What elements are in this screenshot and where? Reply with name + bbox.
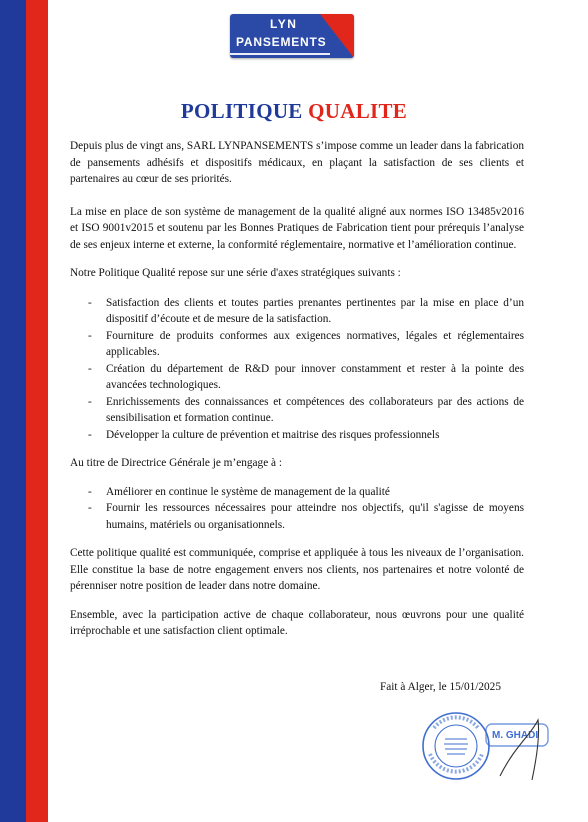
title-part2: QUALITE	[308, 99, 408, 123]
company-stamp	[420, 706, 556, 796]
intro-paragraph: Depuis plus de vingt ans, SARL LYNPANSEMENTS s’impose comme un leader dans la fabrication de pansements adhésifs et dispositifs médicaux, en plaçant la satisfaction de ses clients et partenaires au cœur de ses priorités.	[70, 140, 524, 185]
list-item: - Satisfaction des clients et toutes parties prenantes pertinentes par la mise en place d’un dispositif d’écoute et de mesure de la satisfaction.	[70, 295, 524, 328]
document-body	[70, 138, 524, 640]
handwritten-signature-icon	[500, 720, 539, 780]
signature-date: Fait à Alger, le 15/01/2025	[380, 681, 501, 693]
communication-paragraph: Cette politique qualité est communiquée, comprise et appliquée à tous les niveaux de l’organisation. Elle constitue la base de notre engagement envers nos clients, nos partenaires et notre volonté de pérenniser notre position de leader dans notre domaine.	[70, 547, 524, 592]
axes-intro: Notre Politique Qualité repose sur une série d'axes stratégiques suivants :	[70, 267, 401, 279]
commitments-list	[70, 484, 524, 534]
list-item: - Fourniture de produits conformes aux exigences normatives, légales et réglementaires applicables.	[70, 328, 524, 361]
list-item: - Fournir les ressources nécessaires pour atteindre nos objectifs, qu'il s'agisse de moyens humains, matériels ou organisationnels.	[70, 500, 524, 533]
qms-paragraph: La mise en place de son système de management de la qualité aligné aux normes ISO 13485v2016 et ISO 9001v2015 et soutenu par les Bonnes Pratiques de Fabrication tient pour prérequis l’analyse de ses enjeux interne et externe, la conformité réglementaire, normative et l’amélioration continue.	[70, 205, 524, 251]
closing-paragraph: Ensemble, avec la participation active de chaque collaborateur, nous œuvrons pour une qualité irréprochable et une satisfaction client optimale.	[70, 608, 524, 637]
title-part1: POLITIQUE	[180, 99, 309, 123]
commitment-intro: Au titre de Directrice Générale je m’engage à :	[70, 457, 283, 469]
axes-list	[70, 295, 524, 444]
logo-swoosh	[230, 53, 330, 55]
page-title	[0, 99, 588, 124]
round-seal-icon	[423, 713, 489, 779]
list-item: - Développer la culture de prévention et maitrise des risques professionnels	[70, 427, 524, 444]
list-item: - Création du département de R&D pour innover constamment et rester à la pointe des avancées technologiques.	[70, 361, 524, 394]
list-item: - Améliorer en continue le système de management de la qualité	[70, 484, 524, 501]
logo-line1: LYN	[270, 17, 298, 31]
list-item: - Enrichissements des connaissances et compétences des collaborateurs par des actions de sensibilisation et formation continue.	[70, 394, 524, 427]
logo-line2: PANSEMENTS	[236, 35, 327, 49]
company-logo	[230, 14, 354, 58]
stamp-name: M. GHADI	[492, 730, 539, 741]
